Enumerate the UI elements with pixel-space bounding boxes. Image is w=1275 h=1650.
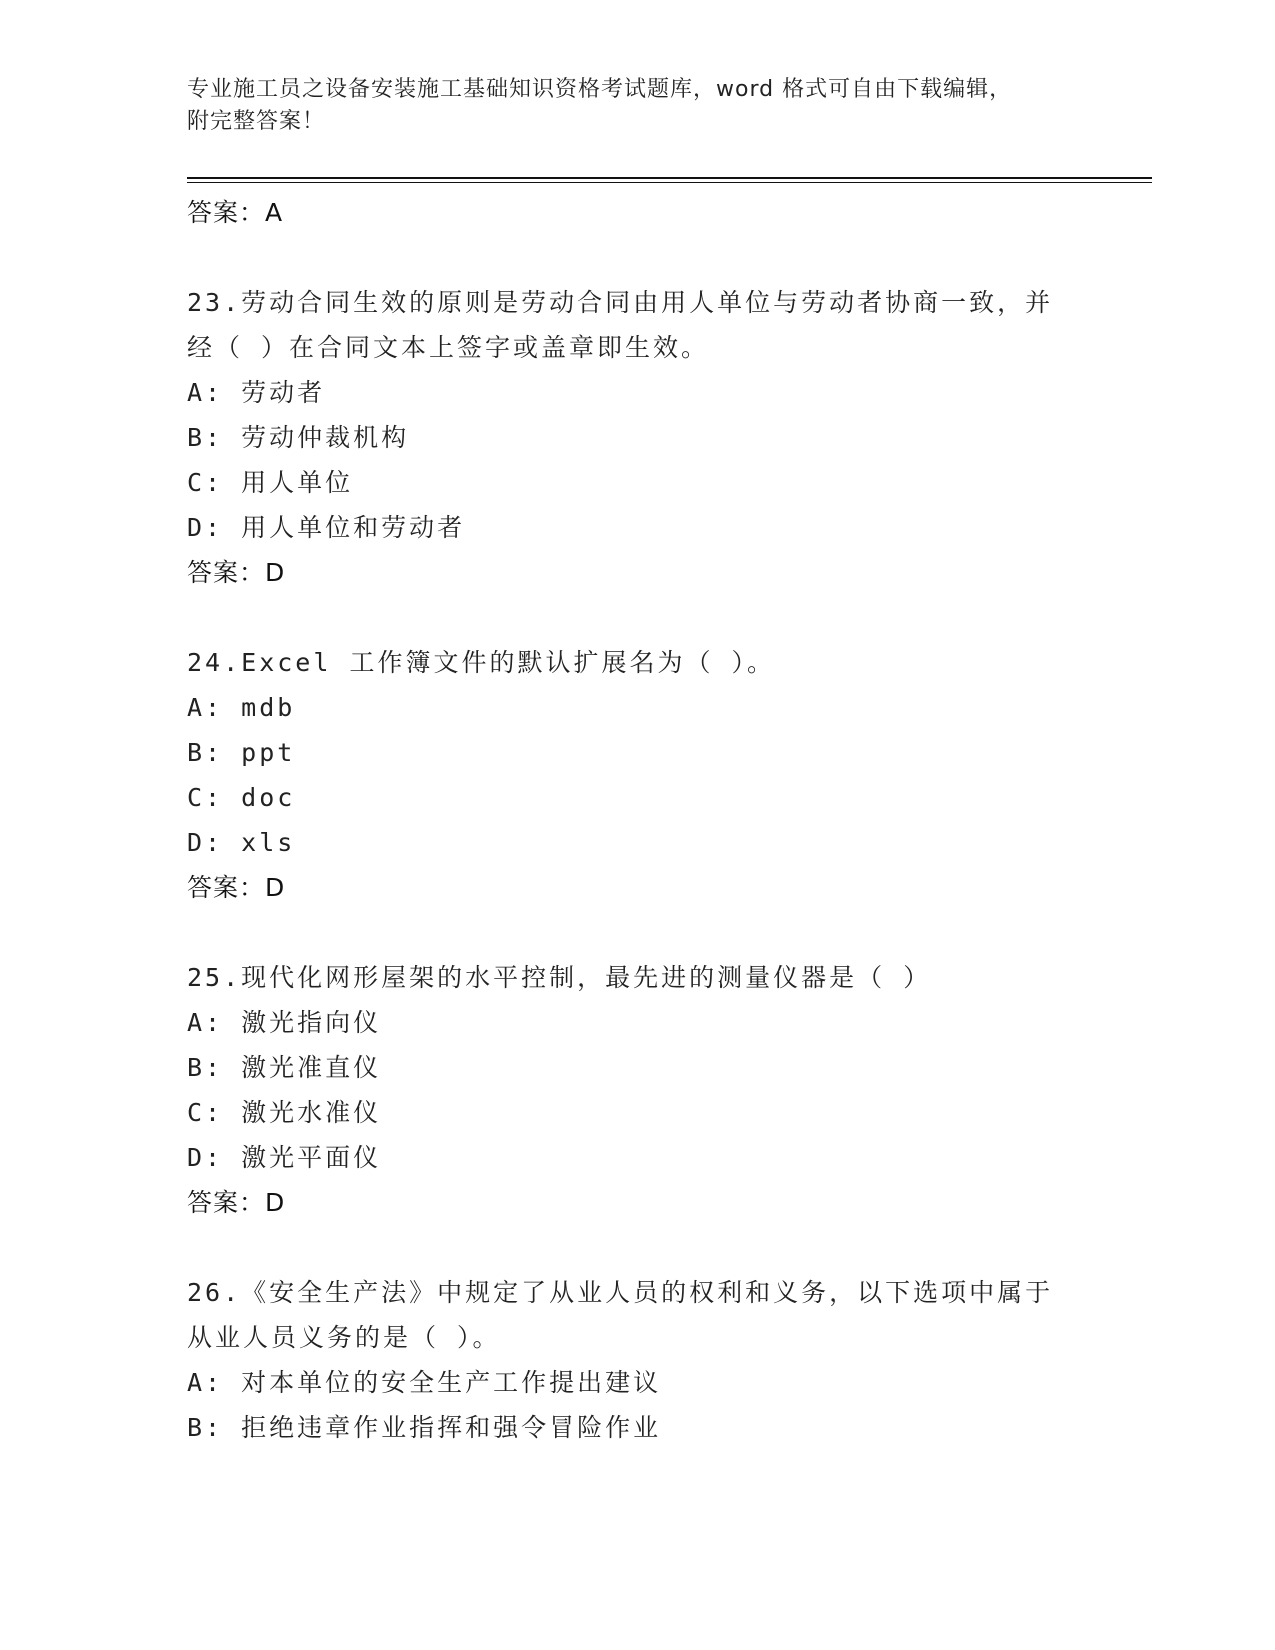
- option-a: A: 对本单位的安全生产工作提出建议: [187, 1368, 662, 1397]
- question-text: 26.《安全生产法》中规定了从业人员的权利和义务，以下选项中属于: [187, 1278, 1054, 1307]
- option-b: B: 劳动仲裁机构: [187, 423, 410, 452]
- option-c: C: 激光水准仪: [187, 1098, 382, 1127]
- option-a: A: 劳动者: [187, 378, 326, 407]
- header-line-1: 专业施工员之设备安装施工基础知识资格考试题库，word 格式可自由下载编辑，: [187, 77, 1013, 102]
- header-rule-thin: [187, 182, 1152, 183]
- page-header: [187, 74, 1067, 138]
- option-c: C: 用人单位: [187, 468, 354, 497]
- option-b: B: 拒绝违章作业指挥和强令冒险作业: [187, 1413, 662, 1442]
- answer: 答案：D: [187, 1188, 286, 1217]
- answer: 答案：D: [187, 558, 286, 587]
- question-list: [187, 190, 1087, 1450]
- answer: 答案：D: [187, 873, 286, 902]
- option-b: B: ppt: [187, 738, 296, 767]
- question-25: [187, 955, 1087, 1225]
- question-text-cont: 经（ ）在合同文本上签字或盖章即生效。: [187, 333, 710, 362]
- option-c: C: doc: [187, 783, 296, 812]
- header-rule-thick: [187, 177, 1152, 179]
- question-text: 24.Excel 工作簿文件的默认扩展名为（ ）。: [187, 648, 776, 677]
- option-d: D: 用人单位和劳动者: [187, 513, 466, 542]
- option-a: A: 激光指向仪: [187, 1008, 382, 1037]
- option-b: B: 激光准直仪: [187, 1053, 382, 1082]
- option-a: A: mdb: [187, 693, 296, 722]
- question-text-cont: 从业人员义务的是（ ）。: [187, 1323, 501, 1352]
- question-23: [187, 280, 1087, 595]
- option-d: D: 激光平面仪: [187, 1143, 382, 1172]
- option-d: D: xls: [187, 828, 296, 857]
- header-line-2: 附完整答案！: [187, 109, 326, 134]
- answer-22: 答案：A: [187, 198, 284, 227]
- question-text: 25.现代化网形屋架的水平控制，最先进的测量仪器是（ ）: [187, 963, 932, 992]
- question-26: [187, 1270, 1087, 1450]
- question-24: [187, 640, 1087, 910]
- question-text: 23.劳动合同生效的原则是劳动合同由用人单位与劳动者协商一致，并: [187, 288, 1054, 317]
